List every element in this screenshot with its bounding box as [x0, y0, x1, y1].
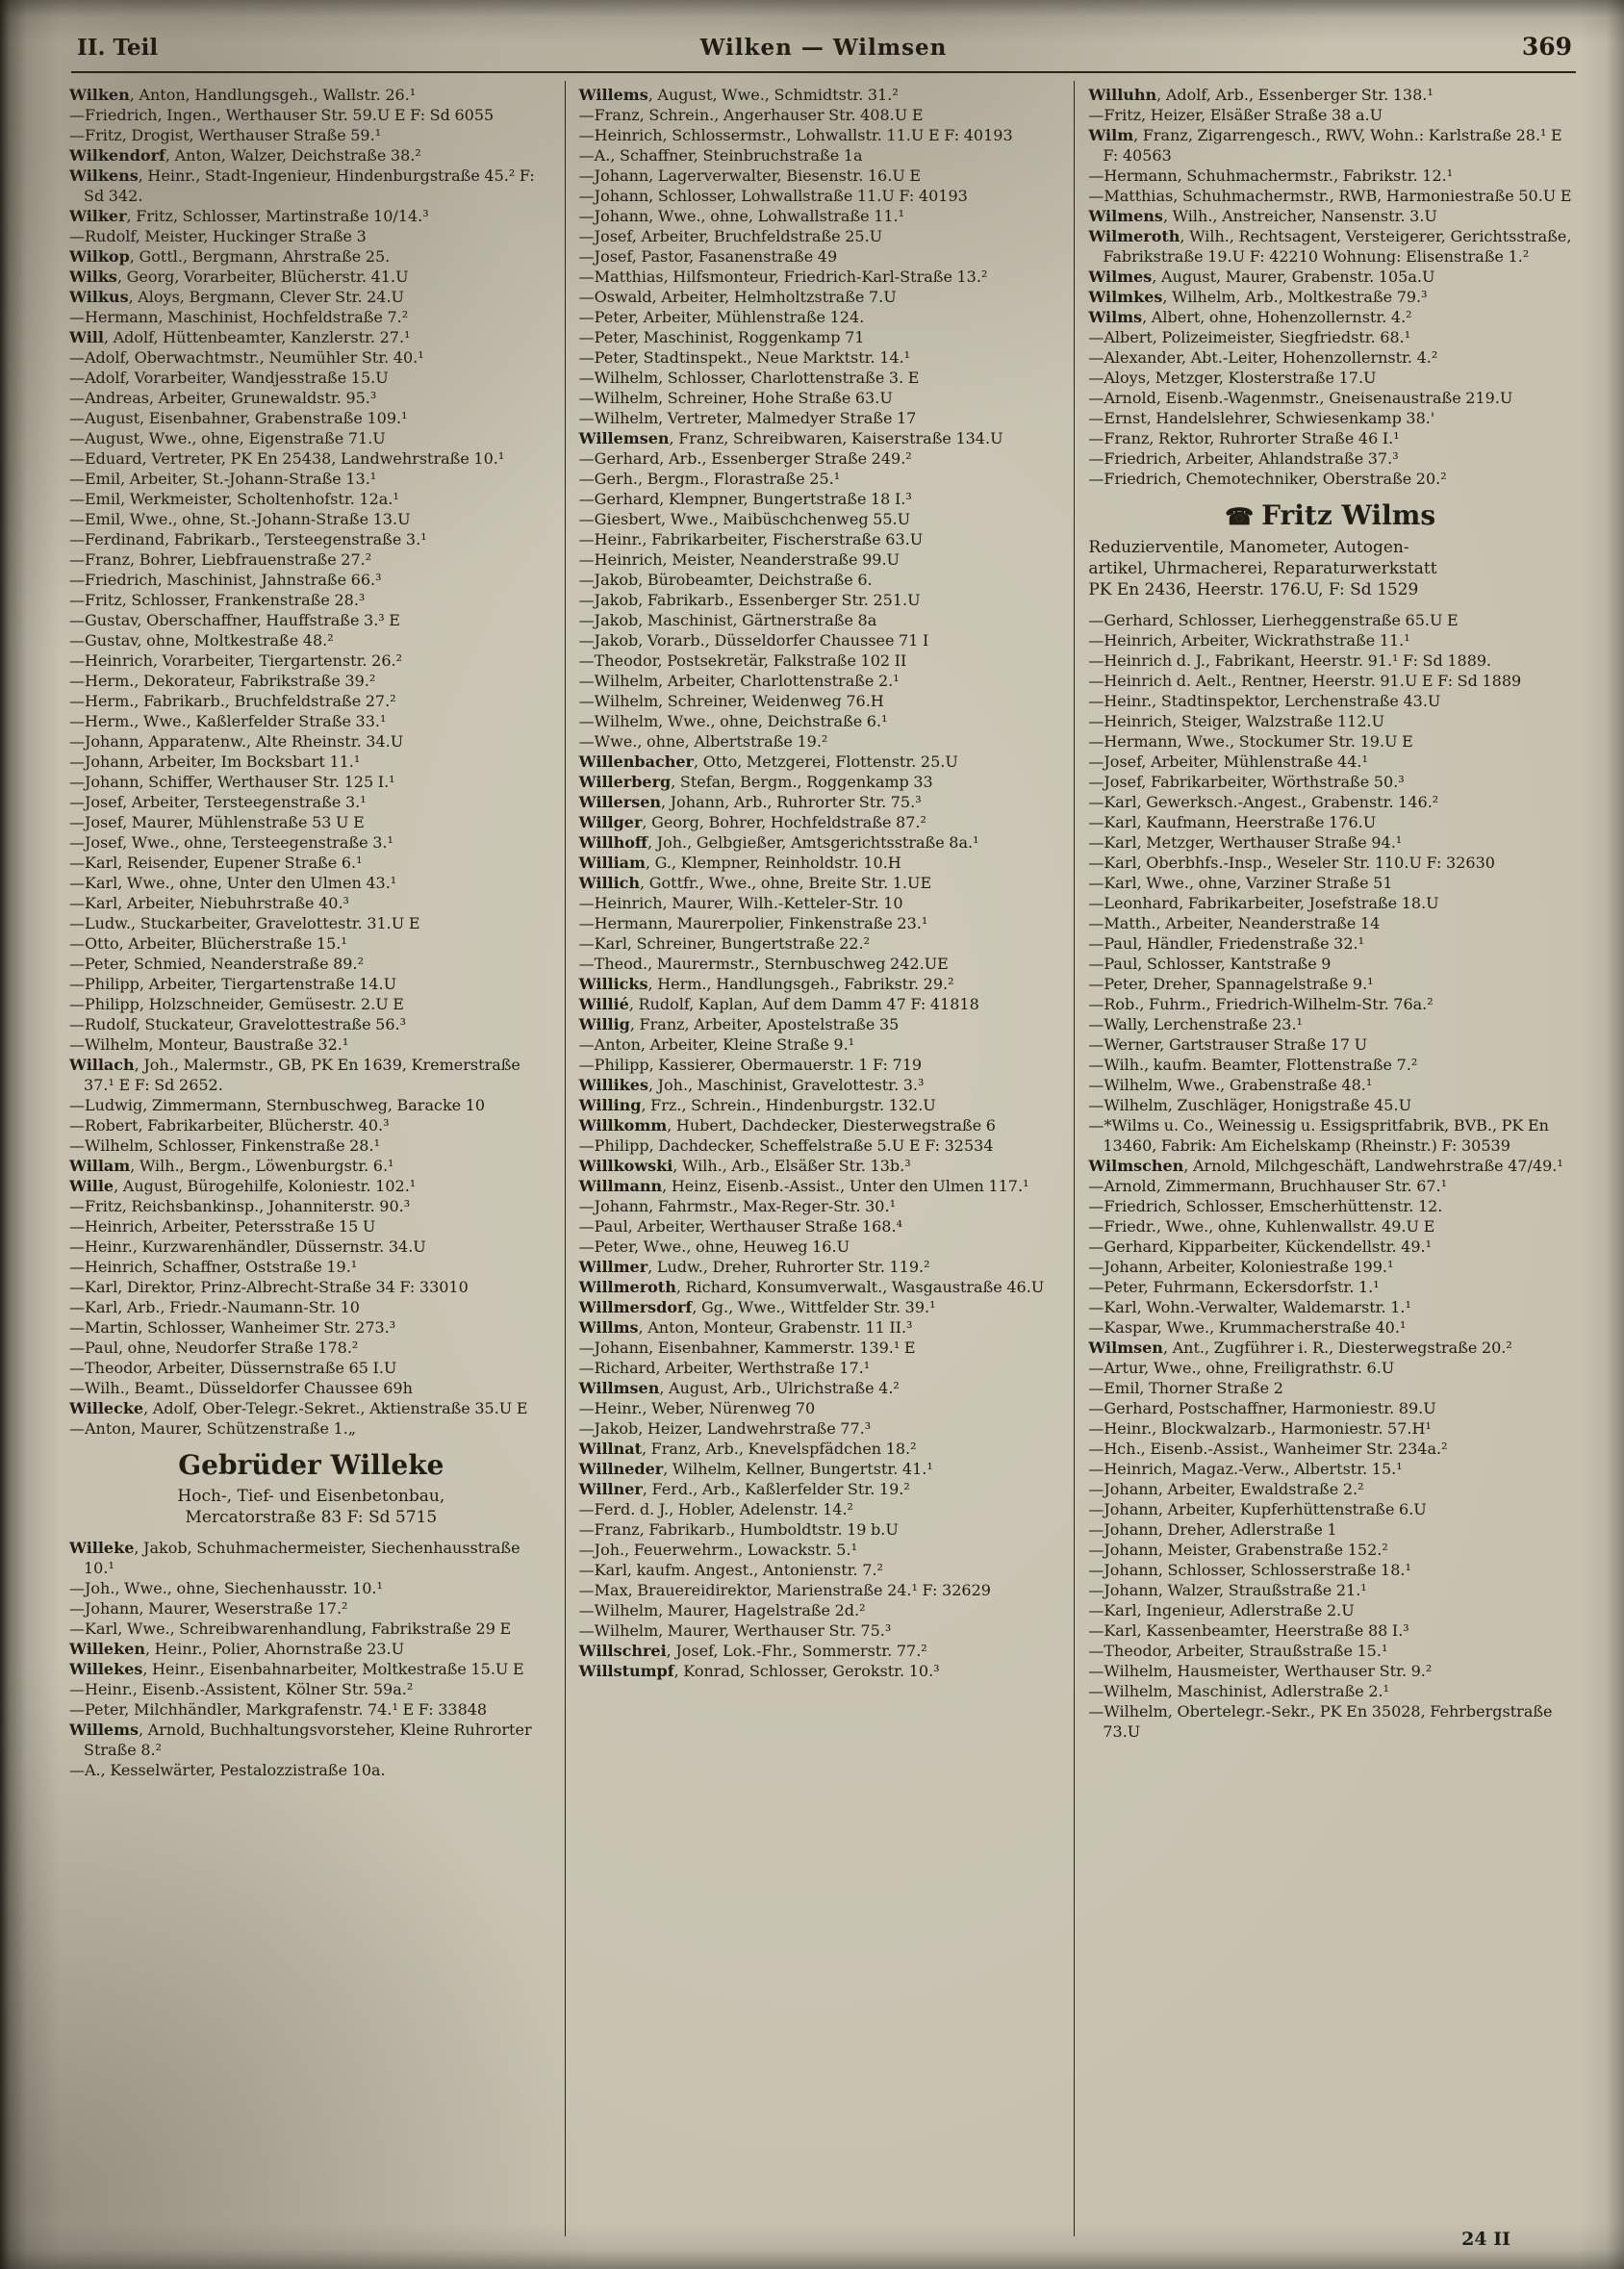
directory-entry: Willecke, Adolf, Ober-Telegr.-Sekret., Aktienstraße 35.U E [69, 1399, 528, 1417]
directory-entry: —Johann, Schiffer, Werthauser Str. 125 I.¹ [69, 773, 395, 791]
directory-entry: —Heinrich, Vorarbeiter, Tiergartenstr. 26.² [69, 651, 402, 670]
directory-entry: —Josef, Arbeiter, Bruchfeldstraße 25.U [578, 227, 883, 245]
directory-entry: —Friedrich, Chemotechniker, Oberstraße 20.² [1088, 470, 1447, 488]
directory-entry: —Heinrich d. J., Fabrikant, Heerstr. 91.¹ F: Sd 1889. [1088, 651, 1492, 670]
directory-entry: —Heinrich, Schlossermstr., Lohwallstr. 11.U E F: 40193 [578, 126, 1013, 144]
directory-entry: Willms, Anton, Monteur, Grabenstr. 11 II.³ [578, 1318, 913, 1337]
directory-entry: —Ludw., Stuckarbeiter, Gravelottestr. 31.U E [69, 914, 420, 932]
advert-wilms [1088, 500, 1572, 600]
part-label: II. Teil [77, 35, 159, 61]
directory-entry: —August, Wwe., ohne, Eigenstraße 71.U [69, 429, 386, 447]
directory-entry: —Hermann, Maschinist, Hochfeldstraße 7.² [69, 308, 409, 326]
page-header [71, 33, 1576, 73]
directory-entry: —Fritz, Heizer, Elsäßer Straße 38 a.U [1088, 106, 1383, 124]
directory-entry: —Peter, Dreher, Spannagelstraße 9.¹ [1088, 975, 1374, 993]
directory-entry: —Johann, Apparatenw., Alte Rheinstr. 34.U [69, 732, 404, 751]
directory-entry: —Johann, Schlosser, Schlosserstraße 18.¹ [1088, 1561, 1411, 1579]
directory-entry: —Wally, Lerchenstraße 23.¹ [1088, 1015, 1303, 1033]
directory-entry: —Albert, Polizeimeister, Siegfriedstr. 68.¹ [1088, 328, 1411, 346]
directory-entry: —Theodor, Arbeiter, Düssernstraße 65 I.U [69, 1359, 397, 1377]
directory-entry: —Wilhelm, Schlosser, Charlottenstraße 3. E [578, 369, 920, 387]
directory-entry: —Josef, Arbeiter, Tersteegenstraße 3.¹ [69, 793, 367, 811]
directory-entry: —Karl, Oberbhfs.-Insp., Weseler Str. 110.U F: 32630 [1088, 854, 1495, 872]
directory-entry: —Eduard, Vertreter, PK En 25438, Landwehrstraße 10.¹ [69, 449, 505, 468]
directory-entry: —Joh., Wwe., ohne, Siechenhausstr. 10.¹ [69, 1579, 383, 1597]
directory-entry: —Karl, Wwe., ohne, Varziner Straße 51 [1088, 874, 1393, 892]
directory-entry: —*Wilms u. Co., Weinessig u. Essigspritfabrik, BVB., PK En 13460, Fabrik: Am Eichelskamp (Rheinstr.) F: 30539 [1088, 1116, 1549, 1155]
advert-line: artikel, Uhrmacherei, Reparaturwerkstatt [1088, 559, 1437, 578]
directory-entry: —Peter, Schmied, Neanderstraße 89.² [69, 955, 364, 973]
directory-entry: —Heinrich, Arbeiter, Petersstraße 15 U [69, 1217, 376, 1236]
directory-entry: Willmeroth, Richard, Konsumverwalt., Wasgaustraße 46.U [578, 1278, 1045, 1296]
directory-entry: —Johann, Wwe., ohne, Lohwallstraße 11.¹ [578, 207, 905, 225]
directory-entry: —Arnold, Eisenb.-Wagenmstr., Gneisenaustraße 219.U [1088, 389, 1513, 407]
directory-entry: —Josef, Fabrikarbeiter, Wörthstraße 50.³ [1088, 773, 1405, 791]
signature-mark: 24 II [1461, 2229, 1510, 2250]
directory-entry: —Wilhelm, Maschinist, Adlerstraße 2.¹ [1088, 1682, 1390, 1700]
directory-entry: —Franz, Fabrikarb., Humboldtstr. 19 b.U [578, 1520, 899, 1539]
directory-entry: Willkomm, Hubert, Dachdecker, Diesterwegstraße 6 [578, 1116, 996, 1134]
directory-entry: —Hermann, Wwe., Stockumer Str. 19.U E [1088, 732, 1413, 751]
directory-entry: Wilker, Fritz, Schlosser, Martinstraße 10/14.³ [69, 207, 429, 225]
directory-entry: —Johann, Arbeiter, Ewaldstraße 2.² [1088, 1480, 1364, 1498]
directory-entry: Willems, August, Wwe., Schmidtstr. 31.² [578, 86, 899, 104]
directory-entry: —Gerhard, Klempner, Bungertstraße 18 I.³ [578, 490, 912, 508]
directory-entry: —Karl, Kaufmann, Heerstraße 176.U [1088, 813, 1377, 831]
directory-entry: Wilmes, August, Maurer, Grabenstr. 105a.U [1088, 268, 1435, 286]
directory-entry: —Heinr., Stadtinspektor, Lerchenstraße 43.U [1088, 692, 1441, 710]
directory-entry: —Paul, ohne, Neudorfer Straße 178.² [69, 1338, 359, 1357]
directory-entry: —Heinrich d. Aelt., Rentner, Heerstr. 91.U E F: Sd 1889 [1088, 672, 1522, 690]
directory-entry: —Wilhelm, Wwe., Grabenstraße 48.¹ [1088, 1076, 1373, 1094]
directory-entry: —A., Kesselwärter, Pestalozzistraße 10a. [69, 1761, 386, 1779]
directory-entry: Wilkens, Heinr., Stadt-Ingenieur, Hindenburgstraße 45.² F: Sd 342. [69, 166, 535, 205]
directory-entry: —Gustav, Oberschaffner, Hauffstraße 3.³ E [69, 611, 400, 629]
directory-entry: —Wilhelm, Schlosser, Finkenstraße 28.¹ [69, 1136, 380, 1155]
directory-entry: —Aloys, Metzger, Klosterstraße 17.U [1088, 369, 1377, 387]
directory-entry: —Jakob, Maschinist, Gärtnerstraße 8a [578, 611, 877, 629]
directory-entry: Willenbacher, Otto, Metzgerei, Flottenstr. 25.U [578, 752, 958, 771]
column-1 [56, 81, 565, 2236]
directory-entry: —Oswald, Arbeiter, Helmholtzstraße 7.U [578, 288, 897, 306]
directory-entry: —Leonhard, Fabrikarbeiter, Josefstraße 18.U [1088, 894, 1439, 912]
directory-entry: —Karl, Kassenbeamter, Heerstraße 88 I.³ [1088, 1621, 1409, 1640]
directory-entry: —Fritz, Reichsbankinsp., Johanniterstr. 90.³ [69, 1197, 411, 1215]
directory-entry: —Johann, Arbeiter, Im Bocksbart 11.¹ [69, 752, 361, 771]
directory-entry: Wilkop, Gottl., Bergmann, Ahrstraße 25. [69, 247, 391, 266]
directory-entry: —Karl, Schreiner, Bungertstraße 22.² [578, 934, 870, 953]
directory-entry: —Heinr., Eisenb.-Assistent, Kölner Str. 59a.² [69, 1680, 414, 1698]
directory-entry: —Arnold, Zimmermann, Bruchhauser Str. 67.¹ [1088, 1177, 1448, 1195]
directory-entry: —Franz, Schrein., Angerhauser Str. 408.U E [578, 106, 924, 124]
directory-entry: —Ferd. d. J., Hobler, Adelenstr. 14.² [578, 1500, 853, 1518]
directory-entry: —Heinr., Blockwalzarb., Harmoniestr. 57.H¹ [1088, 1419, 1432, 1438]
directory-entry: —Johann, Schlosser, Lohwallstraße 11.U F: 40193 [578, 187, 968, 205]
directory-entry: —Heinr., Fabrikarbeiter, Fischerstraße 63.U [578, 530, 924, 548]
directory-entry: —Heinrich, Magaz.-Verw., Albertstr. 15.¹ [1088, 1460, 1403, 1478]
directory-entry: Wilms, Albert, ohne, Hohenzollernstr. 4.² [1088, 308, 1412, 326]
directory-entry: —Giesbert, Wwe., Maibüschchenweg 55.U [578, 510, 911, 528]
directory-entry: —Peter, Wwe., ohne, Heuweg 16.U [578, 1237, 850, 1256]
directory-entry: —Peter, Arbeiter, Mühlenstraße 124. [578, 308, 865, 326]
directory-entry: Wilks, Georg, Vorarbeiter, Blücherstr. 41.U [69, 268, 409, 286]
advert-line: Hoch-, Tief- und Eisenbetonbau, [177, 1487, 445, 1506]
directory-entry: —Emil, Arbeiter, St.-Johann-Straße 13.¹ [69, 470, 377, 488]
directory-entry: —Heinrich, Schaffner, Oststraße 19.¹ [69, 1258, 358, 1276]
directory-entry: —Jakob, Fabrikarb., Essenberger Str. 251.U [578, 591, 921, 609]
directory-entry: —Philipp, Arbeiter, Tiergartenstraße 14.U [69, 975, 397, 993]
directory-entry: Wilmsen, Ant., Zugführer i. R., Diesterwegstraße 20.² [1088, 1338, 1512, 1357]
directory-entry: —Wilhelm, Schreiner, Weidenweg 76.H [578, 692, 884, 710]
directory-entry: —Theod., Maurermstr., Sternbuschweg 242.UE [578, 955, 949, 973]
directory-entry: —Johann, Fahrmstr., Max-Reger-Str. 30.¹ [578, 1197, 896, 1215]
directory-entry: —Artur, Wwe., ohne, Freiligrathstr. 6.U [1088, 1359, 1395, 1377]
directory-entry: —Herm., Fabrikarb., Bruchfeldstraße 27.² [69, 692, 396, 710]
directory-entry: —Robert, Fabrikarbeiter, Blücherstr. 40.³ [69, 1116, 390, 1134]
directory-entry: —Matthias, Hilfsmonteur, Friedrich-Karl-Straße 13.² [578, 268, 988, 286]
directory-entry: —Philipp, Holzschneider, Gemüsestr. 2.U E [69, 995, 404, 1013]
directory-entry: —Friedrich, Maschinist, Jahnstraße 66.³ [69, 571, 382, 589]
directory-entry: —Karl, Ingenieur, Adlerstraße 2.U [1088, 1601, 1355, 1619]
directory-entry: Willnat, Franz, Arb., Knevelspfädchen 18.² [578, 1440, 917, 1458]
directory-entry: —Karl, Arb., Friedr.-Naumann-Str. 10 [69, 1298, 360, 1316]
directory-entry: —Fritz, Schlosser, Frankenstraße 28.³ [69, 591, 366, 609]
directory-entry: —Heinrich, Maurer, Wilh.-Ketteler-Str. 10 [578, 894, 903, 912]
directory-entry: —Hermann, Schuhmachermstr., Fabrikstr. 12.¹ [1088, 166, 1454, 185]
directory-entry: —Gerhard, Postschaffner, Harmoniestr. 89.U [1088, 1399, 1436, 1417]
advert-line: Reduzierventile, Manometer, Autogen- [1088, 538, 1409, 557]
directory-entry: Willger, Georg, Bohrer, Hochfeldstraße 87.² [578, 813, 926, 831]
advert-willeke [69, 1450, 553, 1528]
directory-entry: —Peter, Stadtinspekt., Neue Marktstr. 14.¹ [578, 348, 911, 367]
directory-entry: —Josef, Pastor, Fasanenstraße 49 [578, 247, 838, 266]
directory-entry: —Peter, Fuhrmann, Eckersdorfstr. 1.¹ [1088, 1278, 1380, 1296]
directory-entry: —Wilh., Beamt., Düsseldorfer Chaussee 69h [69, 1379, 413, 1397]
directory-entry: —Fritz, Drogist, Werthauser Straße 59.¹ [69, 126, 382, 144]
directory-entry: —Johann, Arbeiter, Koloniestraße 199.¹ [1088, 1258, 1394, 1276]
directory-entry: Willeke, Jakob, Schuhmachermeister, Siechenhausstraße 10.¹ [69, 1539, 520, 1577]
directory-entry: —Philipp, Kassierer, Obermauerstr. 1 F: 719 [578, 1056, 923, 1074]
directory-entry: Willschrei, Josef, Lok.-Fhr., Sommerstr. 77.² [578, 1642, 927, 1660]
directory-entry: —Paul, Arbeiter, Werthauser Straße 168.⁴ [578, 1217, 902, 1236]
directory-entry: —Wilhelm, Hausmeister, Werthauser Str. 9.² [1088, 1662, 1433, 1680]
directory-entry: Wilmkes, Wilhelm, Arb., Moltkestraße 79.³ [1088, 288, 1428, 306]
directory-entry: Will, Adolf, Hüttenbeamter, Kanzlerstr. 27.¹ [69, 328, 411, 346]
directory-entry: Willié, Rudolf, Kaplan, Auf dem Damm 47 F: 41818 [578, 995, 979, 1013]
directory-entry: —Andreas, Arbeiter, Grunewaldstr. 95.³ [69, 389, 377, 407]
directory-columns [56, 81, 1584, 2236]
directory-entry: —Wilhelm, Monteur, Baustraße 32.¹ [69, 1035, 349, 1054]
directory-entry: —Matthias, Schuhmachermstr., RWB, Harmoniestraße 50.U E [1088, 187, 1572, 205]
directory-entry: —Wilhelm, Maurer, Hagelstraße 2d.² [578, 1601, 866, 1619]
directory-entry: —Wilhelm, Vertreter, Malmedyer Straße 17 [578, 409, 917, 427]
directory-entry: —Josef, Arbeiter, Mühlenstraße 44.¹ [1088, 752, 1368, 771]
directory-entry: —Paul, Schlosser, Kantstraße 9 [1088, 955, 1332, 973]
advert-title: Gebrüder Willeke [178, 1449, 444, 1481]
directory-entry: —Wilhelm, Maurer, Werthauser Str. 75.³ [578, 1621, 892, 1640]
directory-entry: —Heinrich, Steiger, Walzstraße 112.U [1088, 712, 1384, 730]
column-2 [565, 81, 1075, 2236]
directory-entry: —Franz, Bohrer, Liebfrauenstraße 27.² [69, 550, 372, 569]
directory-entry: —Josef, Maurer, Mühlenstraße 53 U E [69, 813, 365, 831]
directory-entry: Willner, Ferd., Arb., Kaßlerfelder Str. 19.² [578, 1480, 910, 1498]
directory-entry: —Wilhelm, Zuschläger, Honigstraße 45.U [1088, 1096, 1412, 1114]
directory-entry: —Emil, Werkmeister, Scholtenhofstr. 12a.¹ [69, 490, 399, 508]
directory-entry: —Wilh., kaufm. Beamter, Flottenstraße 7.² [1088, 1056, 1418, 1074]
directory-entry: —Martin, Schlosser, Wanheimer Str. 273.³ [69, 1318, 396, 1337]
directory-entry: Willhoff, Joh., Gelbgießer, Amtsgerichtsstraße 8a.¹ [578, 833, 979, 852]
directory-entry: —Karl, Direktor, Prinz-Albrecht-Straße 34 F: 33010 [69, 1278, 469, 1296]
directory-entry: —Karl, Reisender, Eupener Straße 6.¹ [69, 854, 363, 872]
directory-entry: —Adolf, Vorarbeiter, Wandjesstraße 15.U [69, 369, 389, 387]
directory-entry: —Friedrich, Schlosser, Emscherhüttenstr. 12. [1088, 1197, 1443, 1215]
directory-entry: —Friedrich, Arbeiter, Ahlandstraße 37.³ [1088, 449, 1399, 468]
directory-entry: Willems, Arnold, Buchhaltungsvorsteher, Kleine Ruhrorter Straße 8.² [69, 1721, 532, 1759]
directory-entry: Wilmens, Wilh., Anstreicher, Nansenstr. 3.U [1088, 207, 1437, 225]
running-title: Wilken — Wilmsen [699, 35, 948, 61]
directory-entry: William, G., Klempner, Reinholdstr. 10.H [578, 854, 901, 872]
directory-entry: —Otto, Arbeiter, Blücherstraße 15.¹ [69, 934, 347, 953]
directory-entry: Willkowski, Wilh., Arb., Elsäßer Str. 13b.³ [578, 1157, 911, 1175]
directory-entry: —Richard, Arbeiter, Werthstraße 17.¹ [578, 1359, 871, 1377]
directory-entry: —Gustav, ohne, Moltkestraße 48.² [69, 631, 334, 650]
directory-entry: Willstumpf, Konrad, Schlosser, Gerokstr. 10.³ [578, 1662, 940, 1680]
directory-entry: —Peter, Maschinist, Roggenkamp 71 [578, 328, 865, 346]
directory-entry: Willmersdorf, Gg., Wwe., Wittfelder Str. 39.¹ [578, 1298, 936, 1316]
directory-entry: —Johann, Maurer, Weserstraße 17.² [69, 1599, 348, 1618]
page-number: 369 [1521, 33, 1572, 61]
directory-entry: —Herm., Dekorateur, Fabrikstraße 39.² [69, 672, 376, 690]
directory-entry: —Jakob, Vorarb., Düsseldorfer Chaussee 71 I [578, 631, 929, 650]
directory-entry: Willneder, Wilhelm, Kellner, Bungertstr. 41.¹ [578, 1460, 933, 1478]
directory-entry: —Ernst, Handelslehrer, Schwiesenkamp 38.' [1088, 409, 1435, 427]
directory-entry: —Heinr., Weber, Nürenweg 70 [578, 1399, 816, 1417]
directory-entry: Wilmeroth, Wilh., Rechtsagent, Versteigerer, Gerichtsstraße, Fabrikstraße 19.U F: 42210 Wohnung: Elisenstraße 1.² [1088, 227, 1572, 266]
directory-entry: —Heinrich, Arbeiter, Wickrathstraße 11.¹ [1088, 631, 1410, 650]
directory-entry: Willekes, Heinr., Eisenbahnarbeiter, Moltkestraße 15.U E [69, 1660, 524, 1678]
directory-entry: Willerberg, Stefan, Bergm., Roggenkamp 33 [578, 773, 933, 791]
directory-entry: Willmann, Heinz, Eisenb.-Assist., Unter den Ulmen 117.¹ [578, 1177, 1029, 1195]
directory-entry: —Karl, Gewerksch.-Angest., Grabenstr. 146.² [1088, 793, 1439, 811]
directory-entry: Wille, August, Bürogehilfe, Koloniestr. 102.¹ [69, 1177, 417, 1195]
directory-entry: Willach, Joh., Malermstr., GB, PK En 1639, Kremerstraße 37.¹ E F: Sd 2652. [69, 1056, 520, 1094]
directory-entry: Willicks, Herm., Handlungsgeh., Fabrikstr. 29.² [578, 975, 954, 993]
directory-entry: Wilken, Anton, Handlungsgeh., Wallstr. 26.¹ [69, 86, 417, 104]
directory-entry: Willuhn, Adolf, Arb., Essenberger Str. 138.¹ [1088, 86, 1434, 104]
directory-entry: —Johann, Lagerverwalter, Biesenstr. 16.U E [578, 166, 922, 185]
phone-icon: ☎ [1225, 502, 1255, 530]
directory-entry: —Rob., Fuhrm., Friedrich-Wilhelm-Str. 76a.² [1088, 995, 1434, 1013]
directory-entry: —Adolf, Oberwachtmstr., Neumühler Str. 40.¹ [69, 348, 424, 367]
directory-entry: —Hermann, Maurerpolier, Finkenstraße 23.¹ [578, 914, 928, 932]
directory-entry: —Wilhelm, Arbeiter, Charlottenstraße 2.¹ [578, 672, 900, 690]
directory-entry: Willam, Wilh., Bergm., Löwenburgstr. 6.¹ [69, 1157, 394, 1175]
directory-entry: —Paul, Händler, Friedenstraße 32.¹ [1088, 934, 1364, 953]
directory-entry: —August, Eisenbahner, Grabenstraße 109.¹ [69, 409, 408, 427]
directory-entry: —Emil, Thorner Straße 2 [1088, 1379, 1283, 1397]
directory-entry: Willig, Franz, Arbeiter, Apostelstraße 35 [578, 1015, 900, 1033]
directory-entry: —Herm., Wwe., Kaßlerfelder Straße 33.¹ [69, 712, 387, 730]
directory-entry: —Philipp, Dachdecker, Scheffelstraße 5.U E F: 32534 [578, 1136, 994, 1155]
directory-entry: —Joh., Feuerwehrm., Lowackstr. 5.¹ [578, 1541, 857, 1559]
directory-entry: Willing, Frz., Schrein., Hindenburgstr. 132.U [578, 1096, 936, 1114]
directory-entry: —Anton, Maurer, Schützenstraße 1.„ [69, 1419, 357, 1438]
directory-entry: —Rudolf, Meister, Huckinger Straße 3 [69, 227, 367, 245]
directory-entry: —Karl, kaufm. Angest., Antonienstr. 7.² [578, 1561, 883, 1579]
directory-entry: —Karl, Arbeiter, Niebuhrstraße 40.³ [69, 894, 349, 912]
advert-line: PK En 2436, Heerstr. 176.U, F: Sd 1529 [1088, 580, 1419, 599]
directory-entry: —Alexander, Abt.-Leiter, Hohenzollernstr. 4.² [1088, 348, 1438, 367]
directory-entry: Willeken, Heinr., Polier, Ahornstraße 23.U [69, 1640, 405, 1658]
directory-entry: —Hch., Eisenb.-Assist., Wanheimer Str. 234a.² [1088, 1440, 1448, 1458]
directory-entry: —Theodor, Postsekretär, Falkstraße 102 II [578, 651, 907, 670]
directory-entry: —Gerhard, Schlosser, Lierheggenstraße 65.U E [1088, 611, 1459, 629]
directory-entry: —Max, Brauereidirektor, Marienstraße 24.¹ F: 32629 [578, 1581, 991, 1599]
directory-entry: —Kaspar, Wwe., Krummacherstraße 40.¹ [1088, 1318, 1407, 1337]
directory-entry: —Wwe., ohne, Albertstraße 19.² [578, 732, 828, 751]
directory-entry: —Ludwig, Zimmermann, Sternbuschweg, Baracke 10 [69, 1096, 486, 1114]
advert-line: Mercatorstraße 83 F: Sd 5715 [185, 1508, 438, 1527]
directory-entry: —Johann, Dreher, Adlerstraße 1 [1088, 1520, 1337, 1539]
directory-entry: —Johann, Meister, Grabenstraße 152.² [1088, 1541, 1388, 1559]
directory-entry: —Matth., Arbeiter, Neanderstraße 14 [1088, 914, 1381, 932]
directory-entry: —Wilhelm, Schreiner, Hohe Straße 63.U [578, 389, 893, 407]
directory-entry: —Johann, Arbeiter, Kupferhüttenstraße 6.U [1088, 1500, 1427, 1518]
directory-entry: —Theodor, Arbeiter, Straußstraße 15.¹ [1088, 1642, 1388, 1660]
directory-entry: —Karl, Wwe., Schreibwarenhandlung, Fabrikstraße 29 E [69, 1619, 512, 1638]
directory-entry: —Wilhelm, Wwe., ohne, Deichstraße 6.¹ [578, 712, 888, 730]
directory-entry: Willich, Gottfr., Wwe., ohne, Breite Str. 1.UE [578, 874, 932, 892]
directory-entry: —Karl, Metzger, Werthauser Straße 94.¹ [1088, 833, 1403, 852]
directory-entry: —Gerhard, Arb., Essenberger Straße 249.² [578, 449, 912, 468]
directory-entry: —Heinrich, Meister, Neanderstraße 99.U [578, 550, 901, 569]
directory-entry: —Karl, Wwe., ohne, Unter den Ulmen 43.¹ [69, 874, 397, 892]
directory-entry: —Gerh., Bergm., Florastraße 25.¹ [578, 470, 841, 488]
directory-entry: —Emil, Wwe., ohne, St.-Johann-Straße 13.U [69, 510, 411, 528]
directory-entry: —A., Schaffner, Steinbruchstraße 1a [578, 146, 863, 165]
directory-entry: —Wilhelm, Obertelegr.-Sekr., PK En 35028, Fehrbergstraße 73.U [1088, 1702, 1553, 1741]
directory-entry: —Gerhard, Kipparbeiter, Kückendellstr. 49.¹ [1088, 1237, 1433, 1256]
directory-entry: —Johann, Eisenbahner, Kammerstr. 139.¹ E [578, 1338, 916, 1357]
directory-entry: —Anton, Arbeiter, Kleine Straße 9.¹ [578, 1035, 855, 1054]
directory-entry: Wilkendorf, Anton, Walzer, Deichstraße 38.² [69, 146, 421, 165]
directory-entry: Willmer, Ludw., Dreher, Ruhrorter Str. 119.² [578, 1258, 930, 1276]
directory-entry: —Friedr., Wwe., ohne, Kuhlenwallstr. 49.U E [1088, 1217, 1435, 1236]
directory-entry: Wilm, Franz, Zigarrengesch., RWV, Wohn.: Karlstraße 28.¹ E F: 40563 [1088, 126, 1562, 165]
directory-entry: —Josef, Wwe., ohne, Tersteegenstraße 3.¹ [69, 833, 393, 852]
directory-entry: —Jakob, Bürobeamter, Deichstraße 6. [578, 571, 873, 589]
directory-entry: Willikes, Joh., Maschinist, Gravelottestr. 3.³ [578, 1076, 925, 1094]
advert-title: ☎ Fritz Wilms [1225, 499, 1436, 531]
column-3 [1074, 81, 1584, 2236]
directory-entry: Willersen, Johann, Arb., Ruhrorter Str. 75.³ [578, 793, 922, 811]
directory-entry: Wilkus, Aloys, Bergmann, Clever Str. 24.U [69, 288, 405, 306]
directory-entry: Wilmschen, Arnold, Milchgeschäft, Landwehrstraße 47/49.¹ [1088, 1157, 1563, 1175]
directory-entry: —Jakob, Heizer, Landwehrstraße 77.³ [578, 1419, 872, 1438]
directory-entry: —Rudolf, Stuckateur, Gravelottestraße 56.³ [69, 1015, 407, 1033]
directory-entry: —Friedrich, Ingen., Werthauser Str. 59.U E F: Sd 6055 [69, 106, 495, 124]
directory-entry: —Heinr., Kurzwarenhändler, Düssernstr. 34.U [69, 1237, 426, 1256]
directory-entry: —Johann, Walzer, Straußstraße 21.¹ [1088, 1581, 1367, 1599]
directory-entry: —Werner, Gartstrauser Straße 17 U [1088, 1035, 1368, 1054]
directory-entry: —Peter, Milchhändler, Markgrafenstr. 74.¹ E F: 33848 [69, 1700, 488, 1719]
directory-entry: Willmsen, August, Arb., Ulrichstraße 4.² [578, 1379, 900, 1397]
directory-entry: —Ferdinand, Fabrikarb., Tersteegenstraße 3.¹ [69, 530, 427, 548]
directory-entry: —Karl, Wohn.-Verwalter, Waldemarstr. 1.¹ [1088, 1298, 1411, 1316]
directory-entry: Willemsen, Franz, Schreibwaren, Kaiserstraße 134.U [578, 429, 1003, 447]
directory-entry: —Franz, Rektor, Ruhrorter Straße 46 I.¹ [1088, 429, 1400, 447]
